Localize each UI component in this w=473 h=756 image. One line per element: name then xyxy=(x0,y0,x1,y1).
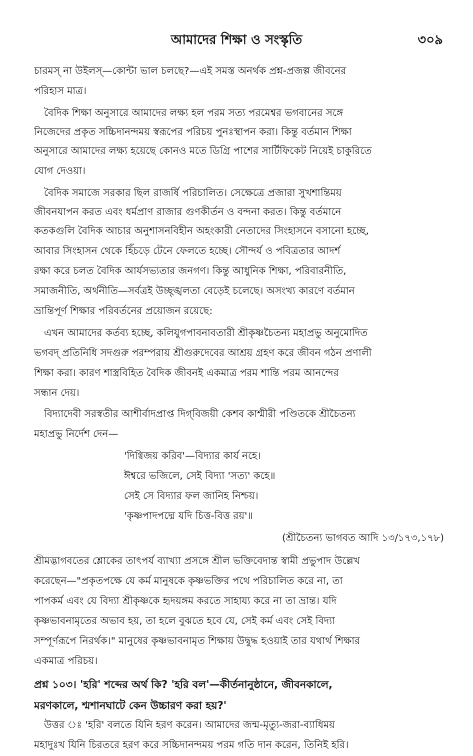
body-line: পাপকর্ম এবং যে বিদ্যা শ্রীকৃষ্ণকে হৃদয়ঙ্গম করতে সাহায্য করে না তা ভ্রান্ত। যদি xyxy=(34,596,337,607)
body-line: একমাত্র পরিচয়। xyxy=(34,656,98,667)
body-line: সমাজনীতি, অর্থনীতি—সর্বত্রই উচ্ছৃঙ্খলতা বেড়েই চলেছে। অসংখ্য কারণে বর্তমান xyxy=(34,286,355,297)
body-line: বৈদিক সমাজে সরকার ছিল রাজর্ষি পরিচালিত। সেক্ষেত্রে প্রজারা সুখশান্তিময় xyxy=(44,188,342,199)
body-line: বৈদিক শিক্ষা অনুসারে আমাদের লক্ষ্য হল পরম সত্য পরমেশ্বর ভগবানের সঙ্গে xyxy=(44,108,344,119)
answer-line: মহাদুঃখ যিনি চিরতরে হরণ করে সচ্চিদানন্দময় পরম গতি দান করেন, তিনিই হরি। xyxy=(34,740,349,751)
question-line: মরণকালে, শ্মশানঘাটে কেন উচ্চারণ করা হয়?' xyxy=(34,700,227,712)
body-line: ভ্রান্তিপূর্ণ শিক্ষার পরিবর্তনের প্রয়োজন রয়েছে: xyxy=(34,306,213,317)
running-title: আমাদের শিক্ষা ও সংস্কৃতি xyxy=(170,33,303,48)
body-line: যোগ দেওয়া। xyxy=(34,166,86,177)
verse-line: 'দিগ্বিজয় করিব'—বিদ্যার কার্য নহে। xyxy=(124,451,261,462)
verse-reference: (শ্রীচৈতন্য ভাগবত আদি ১৩/১৭৩,১৭৮) xyxy=(282,533,444,544)
body-line: কৃষ্ণভাবনামৃতের অভাব হয়, তা হলে বুঝতে হবে যে, সেই কর্ম এবং সেই বিদ্যা xyxy=(34,616,335,627)
verse-line: ঈশ্বরে ভজিলে, সেই বিদ্যা 'সত্য' কহে॥ xyxy=(124,471,276,482)
verse-line: 'কৃষ্ণপাদপদ্মে যদি চিত্ত-বিত্ত রয়'॥ xyxy=(124,511,253,522)
page-header xyxy=(0,30,473,52)
page-number: ৩০৯ xyxy=(417,33,443,48)
body-line: কতকগুলি বৈদিক আচার অনুশাসনবিহীন অহংকারী নেতাদের সিংহাসনে বসানো হচ্ছে, xyxy=(34,226,369,237)
body-line: শ্রীমদ্ভাগবতের শ্লোকের তাৎপর্য ব্যাখ্যা প্রসঙ্গে শ্রীল ভক্তিবেদান্ত স্বামী প্রভুপাদ উল্লেখ xyxy=(34,556,360,567)
body-line: সম্পূর্ণরূপে নিরর্থক।" মানুষের কৃষ্ণভাবনামৃত শিক্ষায় উদ্বুদ্ধ হওয়াই তার যথার্থ শিক্ষার xyxy=(34,636,361,647)
body-line: বিদ্যাদেবী সরস্বতীর আশীর্বাদপ্রাপ্ত দিগ্‌বিজয়ী কেশব কাশ্মীরী পণ্ডিতকে শ্রীচৈতন্য xyxy=(44,409,356,420)
question-line: প্রশ্ন ১০৩। 'হরি' শব্দের অর্থ কি? 'হরি বল'—কীর্তনানুষ্ঠানে, জীবনকালে, xyxy=(34,679,333,691)
body-line: জীবনযাপন করত এবং ধর্মপ্রাণ রাজার গুণকীর্তন ও বন্দনা করত। কিন্তু বর্তমানে xyxy=(34,207,342,218)
verse-line: সেই সে বিদ্যার ফল জানিহ নিশ্চয়। xyxy=(124,491,259,502)
body-line: করেছেন—"প্রকৃতপক্ষে যে কর্ম মানুষকে কৃষ্ণভক্তির পথে পরিচালিত করে না, তা xyxy=(34,576,343,587)
body-line: এখন আমাদের কর্তব্য হচ্ছে, কলিযুগপাবনাবতারী শ্রীকৃষ্ণচৈতন্য মহাপ্রভু অনুমোদিত xyxy=(44,328,368,339)
body-line: শিক্ষা করা। কারণ শাস্ত্রবিহিত বৈদিক জীবনই একমাত্র পরম শান্তি পরম আনন্দের xyxy=(34,368,339,379)
body-line: পরিহাস মাত্র। xyxy=(34,86,87,97)
body-line: আবার সিংহাসন থেকে হিঁচড়ে টেনে ফেলতে হচ্ছে। সৌন্দর্য ও পবিত্রতার আদর্শ xyxy=(34,246,341,257)
body-line: রক্ষা করে চলত বৈদিক আর্যসভ্যতার জনগণ। কিন্তু আধুনিক শিক্ষা, পরিবারনীতি, xyxy=(34,266,347,277)
body-line: নিজেদের প্রকৃত সচ্চিদানন্দময় স্বরূপের পরিচয় পুনঃস্থাপন করা। কিন্তু বর্তমান শিক্ষা xyxy=(34,127,352,138)
body-line: চারমস্ না উইলস্—কোন্টা ভাল চলছে?—এই সমস্ত অনর্থক প্রশ্ন-প্রজল্প জীবনের xyxy=(34,66,347,77)
answer-line: উত্তর ঃ 'হরি' বলতে যিনি হরণ করেন। আমাদের জন্ম-মৃত্যু-জরা-ব্যাধিময় xyxy=(44,720,335,731)
body-line: সন্ধান দেয়। xyxy=(34,388,80,399)
body-line: মহাপ্রভু নির্দেশ দেন— xyxy=(34,429,119,440)
body-line: ভগবদ্ প্রতিনিধি সদগুরু পরম্পরায় শ্রীগুরুদেবের আশ্রয় গ্রহণ করে জীবন গঠন প্রণালী xyxy=(34,348,372,359)
body-line: অনুসারে আমাদের লক্ষ্য হয়েছে কোনও মতে ডিগ্রি পাশের সার্টিফিকেট নিয়েই চাকুরিতে xyxy=(34,146,372,157)
